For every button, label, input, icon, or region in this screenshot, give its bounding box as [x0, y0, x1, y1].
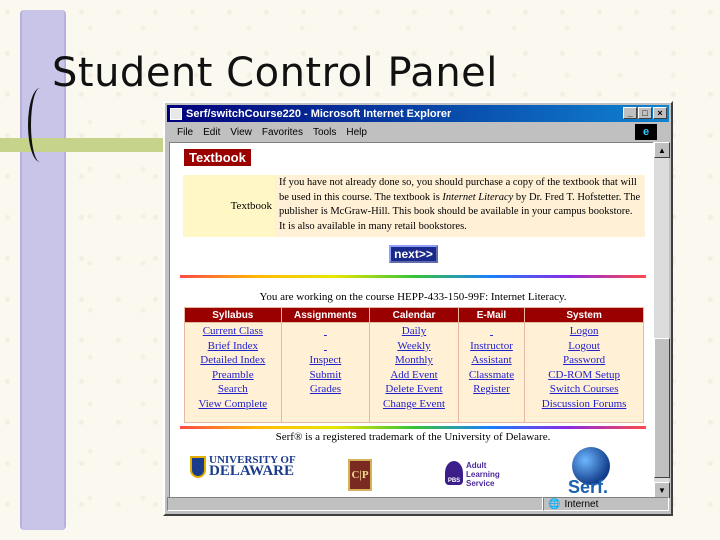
close-button[interactable]: ×	[653, 107, 667, 119]
link-change-event[interactable]: Change Event	[382, 397, 445, 410]
link-switch-courses[interactable]: Switch Courses	[549, 383, 619, 396]
link-view-complete[interactable]: View Complete	[198, 397, 268, 410]
link-classmate[interactable]: Classmate	[468, 368, 515, 381]
status-bar	[167, 496, 669, 512]
link-weekly[interactable]: Weekly	[397, 339, 431, 352]
nav-col-syllabus	[185, 323, 282, 423]
link-brief-index[interactable]: Brief Index	[207, 339, 259, 352]
trademark-text: Serf® is a registered trademark of the University of Delaware.	[275, 431, 551, 443]
link-register[interactable]: Register	[473, 383, 510, 396]
link-logout[interactable]: Logout	[568, 339, 600, 352]
link-daily[interactable]: Daily	[401, 325, 427, 337]
pbs-adult-learning-logo[interactable]: PBS Adult Learning Service	[445, 461, 500, 488]
browser-window	[163, 101, 673, 516]
menu-help[interactable]: Help	[346, 127, 367, 138]
zone-label: Internet	[564, 498, 599, 510]
nav-table	[184, 307, 644, 423]
divider-bottom	[180, 426, 646, 429]
status-main	[167, 497, 543, 511]
link-logon[interactable]: Logon	[569, 325, 599, 337]
menu-tools[interactable]: Tools	[312, 127, 337, 138]
nav-header-system: System	[525, 308, 644, 323]
maximize-button[interactable]: □	[638, 107, 652, 119]
nav-header-syllabus: Syllabus	[185, 308, 282, 323]
ie-logo-icon: e	[635, 124, 657, 140]
window-title: Serf/switchCourse220 - Microsoft Internet Explorer	[186, 107, 452, 120]
link-discussion-forums[interactable]: Discussion Forums	[541, 397, 627, 410]
link-grades[interactable]: Grades	[309, 383, 341, 396]
nav-header-assignments: Assignments	[281, 308, 370, 323]
textbook-text: If you have not already done so, you should purchase a copy of the textbook that will be used in this course. The textbook is Internet Literacy by Dr. Fred T. Hofstetter. The publisher is McGraw-Hill. This book should be available in your campus bookstore. It is also available in many retail bookstores.	[275, 175, 645, 237]
link-cdrom-setup[interactable]: CD-ROM Setup	[548, 368, 620, 381]
link-submit[interactable]: Submit	[309, 368, 342, 381]
link-blank-3	[459, 324, 524, 339]
link-blank-1	[282, 324, 370, 339]
pbs-head-icon: PBS	[445, 461, 463, 485]
page-content	[169, 142, 655, 498]
scroll-down-icon[interactable]: ▼	[654, 482, 670, 498]
menu-view[interactable]: View	[230, 127, 252, 138]
textbook-box	[183, 175, 645, 237]
nav-header-email: E-Mail	[458, 308, 524, 323]
serf-logo-text: Serf.	[568, 477, 609, 497]
window-titlebar[interactable]	[167, 105, 669, 122]
nav-col-system	[525, 323, 644, 423]
status-zone	[543, 497, 669, 511]
link-blank-2	[282, 339, 370, 354]
nav-col-calendar	[370, 323, 459, 423]
course-line: You are working on the course HEPP-433-150-99F: Internet Literacy.	[259, 291, 567, 303]
link-delete-event[interactable]: Delete Event	[385, 383, 443, 396]
serf-logo[interactable]	[568, 447, 616, 497]
scroll-thumb[interactable]	[654, 338, 670, 478]
nav-col-email	[458, 323, 524, 423]
menu-favorites[interactable]: Favorites	[261, 127, 303, 138]
textbook-title: Internet Literacy	[442, 191, 514, 203]
cu-logo[interactable]: C|P	[348, 459, 372, 491]
menu-edit[interactable]: Edit	[203, 127, 221, 138]
minimize-button[interactable]: _	[623, 107, 637, 119]
university-of-delaware-logo[interactable]: UNIVERSITY OF DELAWARE	[190, 455, 296, 478]
link-current-class[interactable]: Current Class	[202, 325, 263, 337]
slide-accent-line	[0, 138, 165, 152]
link-monthly[interactable]: Monthly	[395, 354, 433, 367]
globe-zone-icon: 🌐	[548, 498, 561, 510]
link-preamble[interactable]: Preamble	[212, 368, 254, 381]
next-button[interactable]: next>>	[389, 245, 438, 263]
nav-header-calendar: Calendar	[370, 308, 459, 323]
vertical-scrollbar[interactable]	[653, 142, 669, 498]
link-instructor[interactable]: Instructor	[470, 339, 513, 352]
link-assistant[interactable]: Assistant	[471, 354, 512, 367]
slide-bracket	[28, 88, 52, 162]
menu-bar	[167, 124, 669, 141]
menu-file[interactable]: File	[177, 127, 194, 138]
slide-title: Student Control Panel	[52, 50, 498, 96]
scroll-up-icon[interactable]: ▲	[654, 142, 670, 158]
link-inspect[interactable]: Inspect	[309, 354, 342, 367]
ud-shield-icon	[190, 456, 206, 478]
window-controls	[623, 107, 667, 119]
link-detailed-index[interactable]: Detailed Index	[200, 354, 266, 367]
ie-page-icon	[170, 108, 182, 120]
textbook-label: Textbook	[183, 175, 275, 237]
section-title: Textbook	[184, 149, 251, 166]
link-add-event[interactable]: Add Event	[390, 368, 438, 381]
link-password[interactable]: Password	[563, 354, 606, 367]
divider-top	[180, 275, 646, 278]
link-search[interactable]: Search	[217, 383, 248, 396]
nav-col-assignments	[281, 323, 370, 423]
